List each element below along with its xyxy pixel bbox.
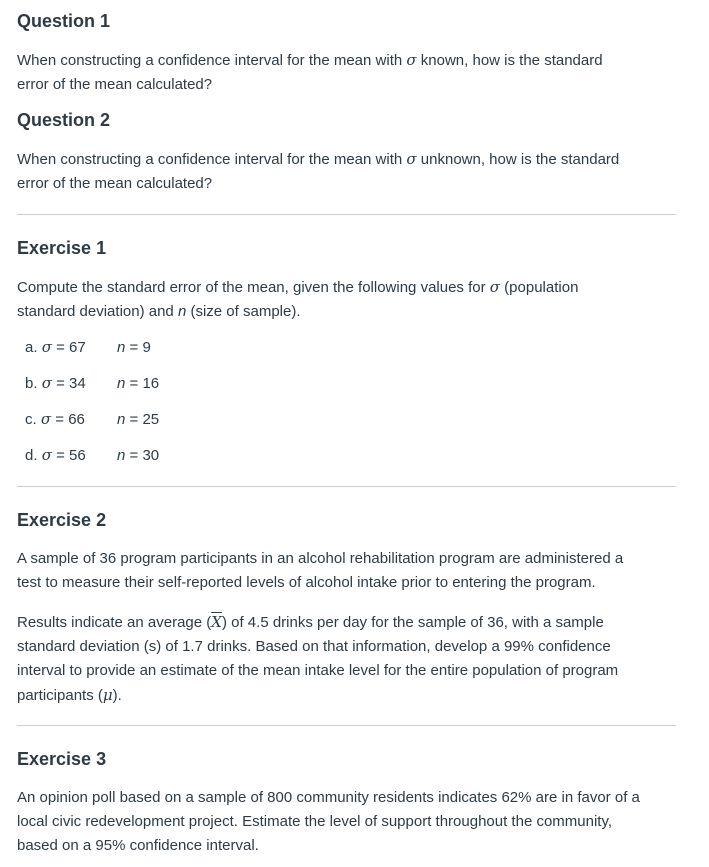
exercise-2-para-2-line2: standard deviation (s) of 1.7 drinks. Based on that information, develop a 99% confidence <box>17 638 611 655</box>
table-row <box>17 401 159 437</box>
table-row <box>17 437 159 473</box>
sigma-cell <box>17 329 117 365</box>
exercise-1-title: Exercise 1 <box>17 238 107 258</box>
question-1-text-before: When constructing a confidence interval for the mean with <box>17 52 407 69</box>
question-2-text-line2: error of the mean calculated? <box>17 175 213 192</box>
row-label: b. <box>25 375 38 392</box>
n-value: = 30 <box>125 446 160 464</box>
exercise-2-para-2-after: ) of 4.5 drinks per day for the sample of 36, with a sample <box>221 614 604 631</box>
row-label: d. <box>25 447 38 464</box>
n-symbol: n <box>117 410 126 428</box>
question-1-text-line2: error of the mean calculated? <box>17 76 213 93</box>
exercise-1-intro-before: Compute the standard error of the mean, given the following values for <box>17 279 490 296</box>
sigma-symbol: σ <box>41 446 52 464</box>
exercise-1-values-table <box>17 329 159 473</box>
question-2-text-after: unknown, how is the standard <box>416 151 620 168</box>
question-1-title: Question 1 <box>17 11 111 31</box>
n-cell <box>117 329 159 365</box>
n-value: = 16 <box>125 374 160 392</box>
exercise-1-intro-line2-after: (size of sample). <box>186 303 301 320</box>
x-bar-symbol: $\overline{X}$ <box>211 613 222 631</box>
n-cell <box>117 401 159 437</box>
question-1-text-after: known, how is the standard <box>416 52 603 69</box>
sigma-symbol: σ <box>406 51 417 69</box>
sigma-symbol: σ <box>41 338 52 356</box>
sigma-symbol: σ <box>489 278 501 296</box>
exercise-3-line3: based on a 95% confidence interval. <box>17 837 259 854</box>
question-1-text <box>17 48 676 97</box>
row-label: a. <box>25 339 38 356</box>
exercise-3-text <box>17 786 687 858</box>
sigma-symbol: σ <box>40 410 52 428</box>
sigma-cell <box>17 365 117 401</box>
n-symbol: n <box>117 338 126 356</box>
exercise-2-para-1 <box>17 547 676 595</box>
sigma-cell <box>17 437 117 473</box>
table-row <box>17 329 159 365</box>
table-row <box>17 365 159 401</box>
exercise-1-intro <box>17 275 676 324</box>
exercise-3-line2: local civic redevelopment project. Estimate the level of support throughout the community, <box>17 813 613 830</box>
n-symbol: n <box>117 446 126 464</box>
question-2-text <box>17 147 676 196</box>
n-symbol: n <box>177 303 187 320</box>
exercise-2-para-2-line4-after: ). <box>112 687 122 704</box>
row-label: c. <box>25 411 37 428</box>
divider <box>17 214 676 215</box>
exercise-3-line1: An opinion poll based on a sample of 800 community residents indicates 62% are in favor of a <box>17 789 640 806</box>
sigma-value: = 67 <box>51 339 86 356</box>
n-value: = 25 <box>125 410 160 428</box>
question-2-text-before: When constructing a confidence interval for the mean with <box>17 151 407 168</box>
sigma-cell <box>17 401 117 437</box>
divider <box>17 725 676 726</box>
exercise-1-intro-after: (population <box>500 279 579 296</box>
exercise-2-para-2-before: Results indicate an average ( <box>17 614 212 631</box>
sigma-symbol: σ <box>406 150 417 168</box>
sigma-symbol: σ <box>41 374 52 392</box>
sigma-value: = 34 <box>51 375 86 392</box>
n-symbol: n <box>117 374 126 392</box>
exercise-2-para-1-line1: A sample of 36 program participants in an alcohol rehabilitation program are administered a <box>17 550 624 567</box>
question-2-title: Question 2 <box>17 110 111 130</box>
exercise-2-para-2-line4-before: participants ( <box>17 687 103 704</box>
divider <box>17 486 676 487</box>
sigma-value: = 56 <box>51 447 86 464</box>
exercise-2-para-2 <box>17 610 676 708</box>
mu-symbol: μ <box>102 686 113 704</box>
n-cell <box>117 365 159 401</box>
exercise-2-title: Exercise 2 <box>17 510 107 530</box>
exercise-1-intro-line2-before: standard deviation) and <box>17 303 178 320</box>
n-cell <box>117 437 159 473</box>
exercise-2-para-2-line3: interval to provide an estimate of the mean intake level for the entire population of program <box>17 662 619 679</box>
exercise-3-title: Exercise 3 <box>17 749 107 769</box>
n-value: = 9 <box>125 338 151 356</box>
exercise-2-para-1-line2: test to measure their self-reported levels of alcohol intake prior to entering the program. <box>17 574 596 591</box>
sigma-value: = 66 <box>51 411 85 428</box>
